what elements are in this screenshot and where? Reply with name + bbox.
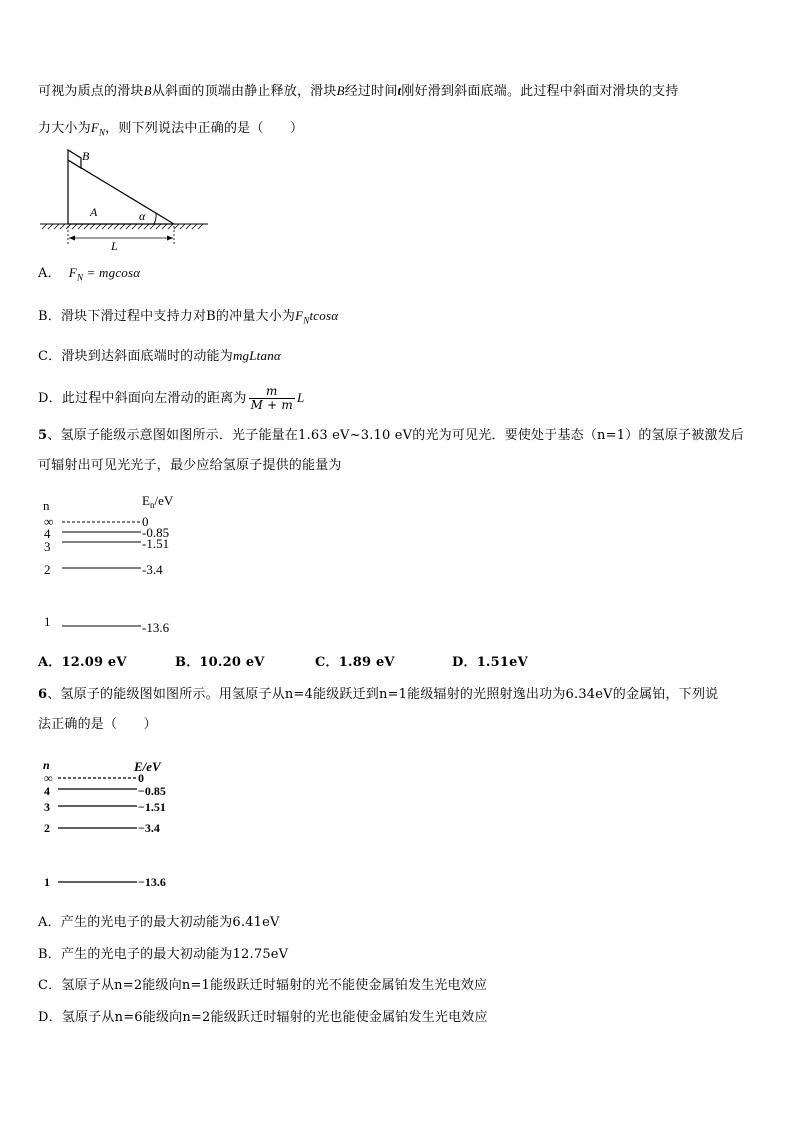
q5-option-d[interactable]: D．1.51eV (452, 655, 528, 670)
incline-a (68, 160, 174, 224)
q4-stem-line1: 可视为质点的滑块B从斜面的顶端由静止释放，滑块B经过时间t刚好滑到斜面底端。此过程中斜面对滑块的支持 (38, 83, 679, 99)
q5-option-a[interactable]: A．12.09 eV (38, 655, 127, 670)
q5-level-n-label: ∞ (44, 514, 54, 529)
q6-level-n-label: 3 (44, 800, 50, 814)
angle-arc (154, 213, 156, 224)
q6-level-energy-label: 0 (138, 771, 144, 785)
q6-option-b[interactable]: B．产生的光电子的最大初动能为12.75eV (38, 947, 289, 962)
q4-option-d[interactable]: D．此过程中斜面向左滑动的距离为 $\frac{m}{M + m}$ L (38, 384, 305, 412)
q5-level-energy-label: -3.4 (142, 562, 163, 577)
q6-level-n-label: 2 (44, 821, 50, 835)
q5-energy-axis-label: $E_n/eV$ (142, 493, 174, 510)
q4-option-b[interactable]: B．滑块下滑过程中支持力对B的冲量大小为$F_Ntcos\alpha$ (38, 308, 339, 326)
q5-stem-line2: 可辐射出可见光光子，最少应给氢原子提供的能量为 (38, 458, 342, 473)
label-alpha: α (139, 209, 146, 223)
dimension-l (68, 226, 174, 246)
label-l: L (111, 239, 118, 253)
q5-level-energy-label: 0 (142, 514, 149, 529)
q5-level-n-label: 1 (44, 614, 51, 629)
q4-stem-line2: 力大小为$F_N$，则下列说法中正确的是（ ） (38, 120, 304, 138)
q4-option-c[interactable]: C．滑块到达斜面底端时的动能为mgLtanα (38, 348, 281, 364)
q6-energy-axis-label: E/eV (134, 759, 161, 774)
label-a: A (90, 205, 98, 219)
q5-level-n-label: 4 (44, 526, 51, 541)
q5-energy-level-diagram (38, 490, 198, 640)
q6-n-axis-label: n (43, 758, 50, 772)
q5-stem-line1: 5、氢原子能级示意图如图所示．光子能量在1.63 eV~3.10 eV的光为可见光．要使处于基态（n=1）的氢原子被激发后 (38, 428, 744, 443)
q5-level-n-label: 3 (44, 539, 51, 554)
q6-level-n-label: ∞ (44, 771, 53, 785)
ground (40, 224, 208, 229)
q6-option-c[interactable]: C．氢原子从n=2能级向n=1能级跃迁时辐射的光不能使金属铂发生光电效应 (38, 978, 488, 993)
q5-n-axis-label: n (43, 498, 50, 513)
q6-option-d[interactable]: D．氢原子从n=6能级向n=2能级跃迁时辐射的光也能使金属铂发生光电效应 (38, 1010, 488, 1025)
q6-option-a[interactable]: A．产生的光电子的最大初动能为6.41eV (38, 915, 280, 930)
q6-stem-line1: 6、氢原子的能级图如图所示。用氢原子从n=4能级跃迁到n=1能级辐射的光照射逸出功为6.34eV的金属铂，下列说 (38, 687, 719, 702)
q6-level-energy-label: −3.4 (138, 821, 160, 835)
q5-level-energy-label: -0.85 (142, 525, 170, 540)
fraction: $\frac{m}{M + m}$ (250, 384, 293, 412)
q6-stem-line2: 法正确的是（ ） (38, 717, 157, 732)
q5-level-energy-label: -1.51 (142, 536, 170, 551)
q5-option-b[interactable]: B．10.20 eV (175, 655, 265, 670)
q6-level-n-label: 1 (44, 875, 50, 889)
incline-figure (38, 146, 213, 256)
q6-level-energy-label: −0.85 (138, 784, 166, 798)
q5-option-c[interactable]: C．1.89 eV (315, 655, 395, 670)
q5-options (38, 655, 528, 671)
q6-energy-level-diagram (38, 755, 198, 895)
block-b (68, 150, 81, 168)
q6-level-energy-label: −13.6 (138, 875, 166, 889)
q4-option-a[interactable]: A． $F_N = mgcos\alpha$ (38, 265, 141, 283)
label-b: B (82, 149, 90, 163)
q6-level-energy-label: −1.51 (138, 800, 166, 814)
q6-level-n-label: 4 (44, 784, 50, 798)
q5-level-energy-label: -13.6 (142, 620, 170, 635)
q5-level-n-label: 2 (44, 562, 51, 577)
